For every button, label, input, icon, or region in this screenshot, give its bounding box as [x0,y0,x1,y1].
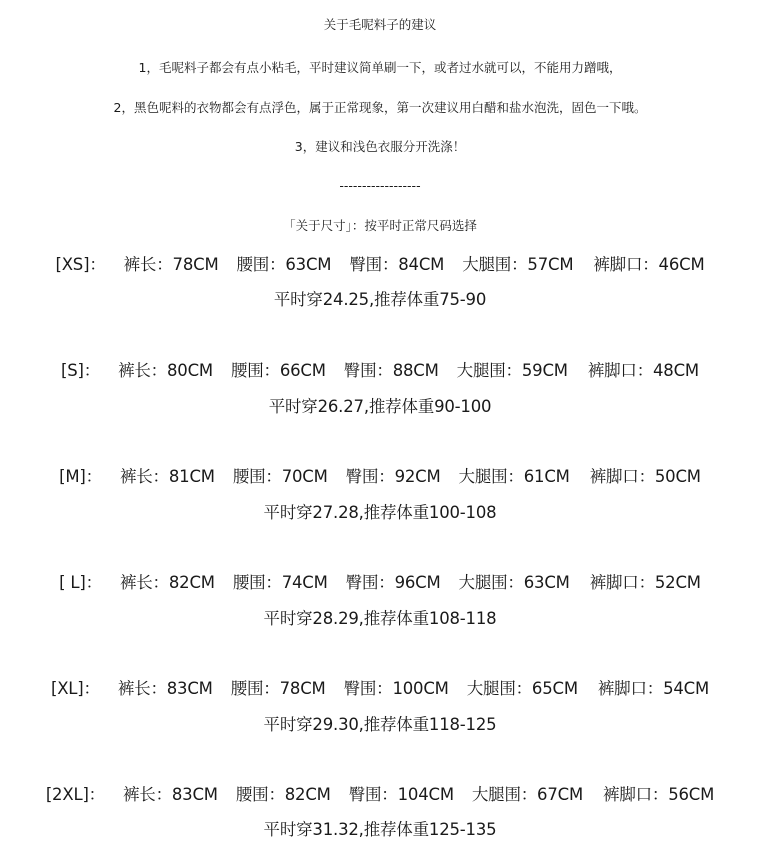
care-title: 关于毛呢料子的建议 [323,17,437,32]
waist: 腰围：74CM [232,573,328,592]
hip: 臀围：92CM [345,467,441,486]
hem: 裤脚口：48CM [587,361,699,380]
thigh: 大腿围：59CM [456,361,568,380]
divider: ------------------ [339,178,421,193]
pant-length: 裤长：83CM [122,785,218,804]
hip: 臀围：88CM [343,361,439,380]
hem: 裤脚口：52CM [589,573,701,592]
hip: 臀围：96CM [345,573,441,592]
size-recommend-m: 平时穿27.28,推荐体重100-108 [263,503,497,522]
size-recommend-s: 平时穿26.27,推荐体重90-100 [268,397,492,416]
waist: 腰围：63CM [236,255,332,274]
size-label: [2XL]： [45,785,105,804]
thigh: 大腿围：67CM [471,785,584,804]
thigh: 大腿围：63CM [458,573,570,592]
size-recommend-xs: 平时穿24.25,推荐体重75-90 [273,290,487,309]
size-row-2xl [0,785,760,805]
size-recommend-l: 平时穿28.29,推荐体重108-118 [263,609,497,628]
size-label: [S]： [61,361,101,380]
care-tip-3: 3，建议和浅色衣服分开洗涤！ [294,139,466,154]
size-label: [XS]： [55,255,106,274]
pant-length: 裤长：83CM [117,679,213,698]
pant-length: 裤长：78CM [123,255,219,274]
size-row-s [0,361,760,381]
size-note: 「关于尺寸」：按平时正常尺码选择 [283,218,477,233]
hem: 裤脚口：46CM [593,255,705,274]
size-row-xs [0,255,760,275]
size-recommend-xl: 平时穿29.30,推荐体重118-125 [263,715,497,734]
size-row-l [0,573,760,593]
size-label: [ L]： [59,573,102,592]
thigh: 大腿围：65CM [466,679,578,698]
thigh: 大腿围：57CM [462,255,574,274]
hem: 裤脚口：56CM [603,785,715,804]
size-row-xl [0,679,760,699]
care-tip-2: 2，黑色呢料的衣物都会有点浮色，属于正常现象，第一次建议用白醋和盐水泡洗，固色一下哦。 [113,100,647,115]
thigh: 大腿围：61CM [458,467,570,486]
hip: 臀围：100CM [343,679,449,698]
waist: 腰围：70CM [232,467,328,486]
pant-length: 裤长：81CM [119,467,215,486]
waist: 腰围：82CM [235,785,331,804]
hip: 臀围：104CM [348,785,454,804]
pant-length: 裤长：82CM [119,573,215,592]
size-label: [M]： [59,467,102,486]
hem: 裤脚口：54CM [597,679,710,698]
hem: 裤脚口：50CM [589,467,701,486]
pant-length: 裤长：80CM [118,361,213,380]
size-label: [XL]： [50,679,100,698]
waist: 腰围：66CM [230,361,326,380]
size-row-m [0,467,760,487]
waist: 腰围：78CM [230,679,326,698]
care-tip-1: 1，毛呢料子都会有点小粘毛，平时建议简单刷一下，或者过水就可以，不能用力蹭哦， [138,60,622,75]
hip: 臀围：84CM [349,255,445,274]
size-recommend-2xl: 平时穿31.32,推荐体重125-135 [263,820,497,839]
